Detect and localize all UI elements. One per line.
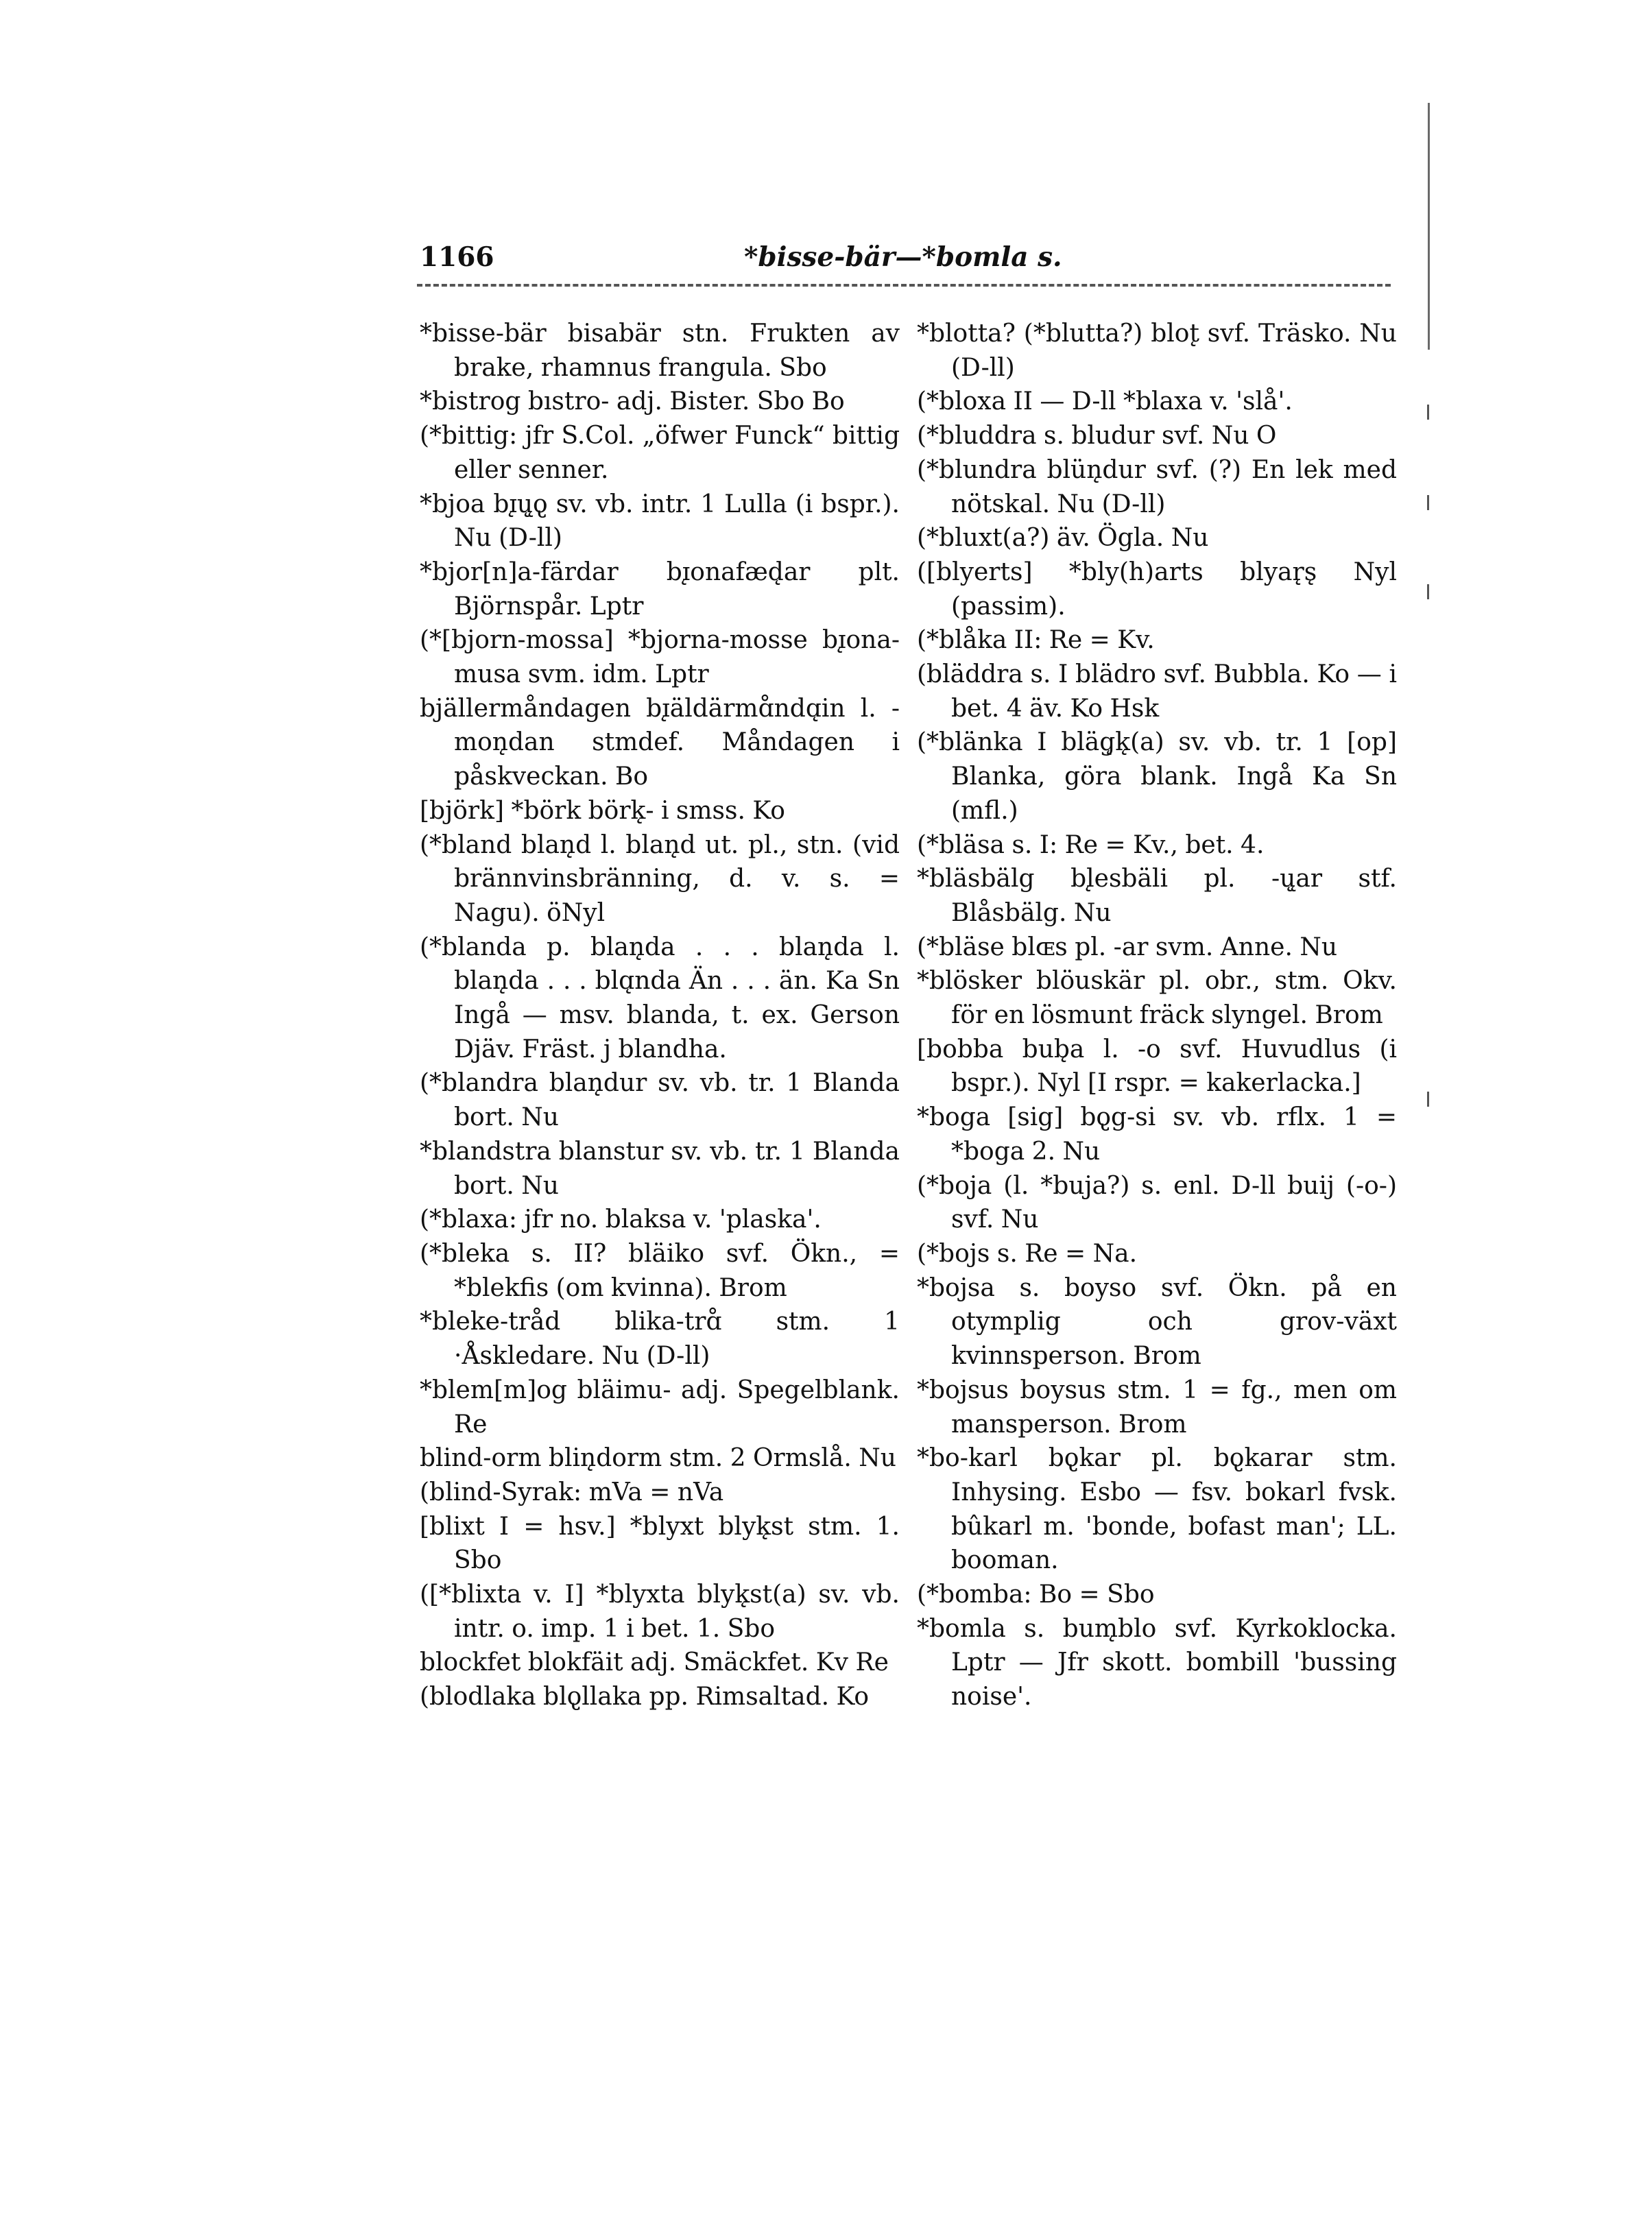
dictionary-entry: blockfet blokfäit adj. Smäckfet. Kv Re: [420, 1648, 889, 1677]
right-column: [917, 317, 1397, 1714]
dictionary-entry: *bistrog bıstro- adj. Bister. Sbo Bo: [420, 387, 845, 416]
dictionary-entry: (*bläse blɶs pl. -ar svm. Anne. Nu: [917, 933, 1338, 961]
dictionary-entry: *blandstra blanstur sv. vb. tr. 1 Blanda bort. Nu: [420, 1137, 900, 1200]
dictionary-entry: ([*blixta v. I] *blyxta blyk̨st(a) sv. vb. intr. o. imp. 1 i bet. 1. Sbo: [420, 1581, 900, 1643]
page-edge-mark: [1427, 1092, 1429, 1107]
dictionary-entry: *bisse-bär bisabär stn. Frukten av brake, rhamnus frangula. Sbo: [420, 320, 900, 382]
dictionary-entry: *bjoa bɪ̨ų̨o̢ sv. vb. intr. 1 Lulla (i bspr.). Nu (D-ll): [420, 490, 900, 553]
dictionary-entry: (*bleka s. II? bläiko svf. Ökn., = *blekfis (om kvinna). Brom: [420, 1239, 900, 1302]
dictionary-entry: *blösker blöuskär pl. obr., stm. Okv. för en lösmunt fräck slyngel. Brom: [917, 967, 1397, 1030]
left-column: [420, 317, 900, 1714]
dictionary-entry: [blixt I = hsv.] *blyxt blyk̨st stm. 1. Sbo: [420, 1512, 900, 1575]
dictionary-entry: (*bluxt(a?) äv. Ögla. Nu: [917, 524, 1209, 553]
dictionary-entry: *blotta? (*blutta?) blot̨ svf. Träsko. Nu (D-ll): [917, 320, 1397, 382]
dictionary-entry: [bobba bub̨a l. -o svf. Huvudlus (i bspr.). Nyl [I rspr. = kakerlacka.]: [917, 1035, 1397, 1098]
dictionary-entry: (*bittig: jfr S.Col. „öfwer Funck“ bittig eller senner.: [420, 422, 900, 484]
page-edge-shadow: [1428, 103, 1430, 350]
dictionary-entry: (bläddra s. I blädro svf. Bubbla. Ko — i bet. 4 äv. Ko Hsk: [917, 660, 1397, 723]
dictionary-entry: (*bluddra s. bludur svf. Nu O: [917, 422, 1277, 450]
dictionary-entry: (blodlaka blo̢llaka pp. Rimsaltad. Ko: [420, 1683, 870, 1711]
dictionary-entry: *boga [sig] bo̢g-si sv. vb. rflx. 1 = *boga 2. Nu: [917, 1103, 1397, 1166]
dictionary-entry: *bojsa s. boyso svf. Ökn. på en otymplig och grov-växt kvinnsperson. Brom: [917, 1273, 1397, 1371]
dictionary-entry: (*blanda p. blan̨da . . . blan̨da l. blan̨da . . . blɑ̨nda Än . . . än. Ka Sn Ingå — msv. blanda, t. ex. Gerson Djäv. Fräst. j blandha.: [420, 933, 900, 1064]
dictionary-entry: *blem[m]og bläimu- adj. Spegelblank. Re: [420, 1375, 900, 1439]
dictionary-entry: *bomla s. bum̨blo svf. Kyrkoklocka. Lptr — Jfr skott. bombill 'bussing noise'.: [917, 1614, 1397, 1711]
dictionary-entry: (blind-Syrak: mVa = nVa: [420, 1478, 724, 1506]
dictionary-entry: (*[bjorn-mossa] *bjorna-mosse bɪ̨ona-musa svm. idm. Lptr: [420, 626, 900, 689]
dictionary-entry: (*blundra blün̨dur svf. (?) En lek med nötskal. Nu (D-ll): [917, 455, 1397, 518]
dictionary-entry: ([blyerts] *bly(h)arts blyar̨s̨ Nyl (passim).: [917, 557, 1397, 621]
dictionary-entry: *bojsus boysus stm. 1 = fg., men om mansperson. Brom: [917, 1375, 1397, 1439]
dictionary-entry: blind-orm blin̨dorm stm. 2 Ormslå. Nu: [420, 1444, 896, 1473]
dictionary-entry: [björk] *börk börk̨- i smss. Ko: [420, 796, 785, 825]
dictionary-entry: (*boja (l. *buja?) s. enl. D-ll buij (-o-) svf. Nu: [917, 1171, 1397, 1234]
dictionary-entry: (*blåka II: Re = Kv.: [917, 626, 1155, 655]
dictionary-entry: (*blaxa: jfr no. blaksa v. 'plaska'.: [420, 1205, 822, 1234]
dictionary-entry: bjällermåndagen bɪ̨äldärmɑ̊ndɑ̨in l. -mon̨dan stmdef. Måndagen i påskveckan. Bo: [420, 694, 900, 791]
dictionary-entry: (*bomba: Bo = Sbo: [917, 1581, 1155, 1609]
dictionary-entry: *bjor[n]a-färdar bɪ̨onafæd̨ar plt. Björnspår. Lptr: [420, 557, 900, 621]
page-edge-mark: [1427, 584, 1429, 599]
running-title: *bisse-bär—*bomla s.: [744, 241, 1062, 273]
dictionary-entry: (*blandra blan̨dur sv. vb. tr. 1 Blanda bort. Nu: [420, 1069, 900, 1132]
dictionary-entry: (*bloxa II — D-ll *blaxa v. 'slå'.: [917, 387, 1293, 416]
page-number: 1166: [420, 241, 494, 273]
page-edge-mark: [1427, 405, 1429, 420]
dictionary-entry: *bleke-tråd blika-trɑ̊ stm. 1 ·Åskledare. Nu (D-ll): [420, 1308, 900, 1371]
dictionary-entry: (*bläsa s. I: Re = Kv., bet. 4.: [917, 830, 1265, 859]
dictionary-entry: (*bland blan̨d l. blan̨d ut. pl., stn. (vid brännvinsbränning, d. v. s. = Nagu). öNyl: [420, 830, 900, 927]
header-rule: [417, 284, 1391, 287]
dictionary-entry: *bläsbälg bl̨esbäli pl. -ų̨ar stf. Blåsbälg. Nu: [917, 865, 1397, 927]
dictionary-entry: *bo-karl bo̢kar pl. bo̢karar stm. Inhysing. Esbo — fsv. bokarl fvsk. bûkarl m. 'bonde, bofast man'; LL. booman.: [917, 1444, 1397, 1575]
dictionary-entry: (*bojs s. Re = Na.: [917, 1239, 1138, 1268]
page-edge-mark: [1427, 495, 1429, 510]
dictionary-entry: (*blänka I bläg̨k̨(a) sv. vb. tr. 1 [op] Blanka, göra blank. Ingå Ka Sn (mfl.): [917, 728, 1397, 825]
